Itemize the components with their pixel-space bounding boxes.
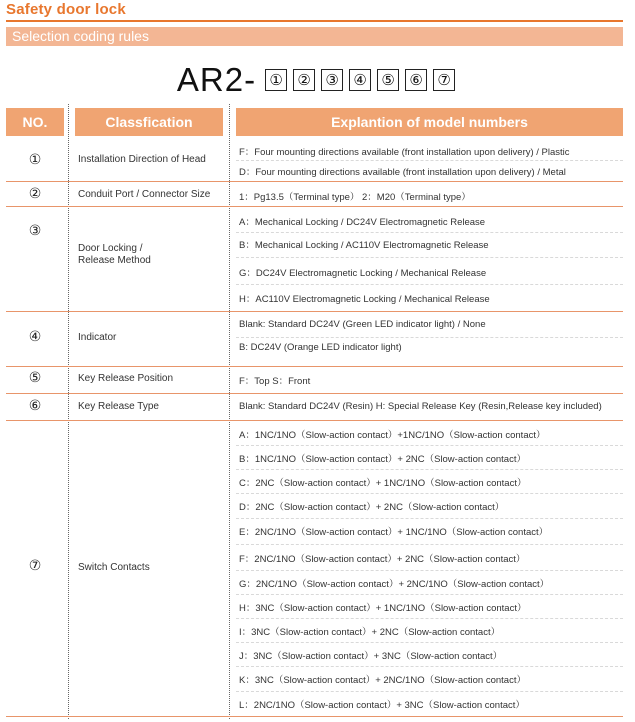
explanation-line: G：2NC/1NO（Slow-action contact）+ 2NC/1NO（Slow-action contact） <box>239 579 550 590</box>
code-position-box: ③ <box>321 69 343 91</box>
title-divider <box>6 20 623 22</box>
explanation-divider <box>236 642 623 643</box>
page-title: Safety door lock <box>6 1 126 18</box>
row-classification: Key Release Type <box>78 401 159 412</box>
explanation-divider <box>236 493 623 494</box>
explanation-line: H：3NC（Slow-action contact）+ 1NC/1NO（Slow-action contact） <box>239 603 527 614</box>
row-divider <box>6 420 623 421</box>
explanation-line: F：Top S：Front <box>239 376 311 387</box>
explanation-divider <box>236 594 623 595</box>
column-header-explanation: Explantion of model numbers <box>236 108 623 136</box>
explanation-line: D：2NC（Slow-action contact）+ 2NC（Slow-action contact） <box>239 502 505 513</box>
explanation-line: B：1NC/1NO（Slow-action contact）+ 2NC（Slow-action contact） <box>239 454 526 465</box>
explanation-line: I：3NC（Slow-action contact）+ 2NC（Slow-action contact） <box>239 627 501 638</box>
row-number: ① <box>28 151 42 167</box>
explanation-divider <box>236 445 623 446</box>
explanation-line: K：3NC（Slow-action contact）+ 2NC/1NO（Slow-action contact） <box>239 675 526 686</box>
row-classification: Conduit Port / Connector Size <box>78 189 211 200</box>
explanation-divider <box>236 544 623 545</box>
explanation-line: Blank: Standard DC24V (Green LED indicator light) / None <box>239 319 486 330</box>
code-position-box: ⑤ <box>377 69 399 91</box>
explanation-line: F：2NC/1NO（Slow-action contact）+ 2NC（Slow-action contact） <box>239 554 526 565</box>
column-divider <box>68 104 69 719</box>
explanation-line: A：1NC/1NO（Slow-action contact）+1NC/1NO（Slow-action contact） <box>239 430 546 441</box>
explanation-divider <box>236 284 623 285</box>
code-position-box: ② <box>293 69 315 91</box>
row-classification: Installation Direction of Head <box>78 154 206 165</box>
code-position-box: ⑥ <box>405 69 427 91</box>
row-divider <box>6 393 623 394</box>
row-number: ③ <box>28 222 42 238</box>
explanation-divider <box>236 232 623 233</box>
explanation-line: J：3NC（Slow-action contact）+ 3NC（Slow-action contact） <box>239 651 503 662</box>
row-divider <box>6 181 623 182</box>
model-code <box>0 60 635 100</box>
row-divider <box>6 716 623 717</box>
explanation-divider <box>236 666 623 667</box>
row-classification: Switch Contacts <box>78 562 150 573</box>
explanation-line: G：DC24V Electromagnetic Locking / Mechanical Release <box>239 268 487 279</box>
row-number: ⑥ <box>28 397 42 413</box>
explanation-line: 1：Pg13.5（Terminal type） 2：M20（Terminal type） <box>239 192 471 203</box>
row-classification: Key Release Position <box>78 373 174 384</box>
explanation-line: H：AC110V Electromagnetic Locking / Mechanical Release <box>239 294 490 305</box>
explanation-divider <box>236 160 623 161</box>
row-divider <box>6 206 623 207</box>
column-header-no: NO. <box>6 108 64 136</box>
row-divider <box>6 311 623 312</box>
row-classification: Door Locking / Release Method <box>78 243 151 266</box>
row-divider <box>6 366 623 367</box>
explanation-divider <box>236 570 623 571</box>
explanation-line: A：Mechanical Locking / DC24V Electromagnetic Release <box>239 217 486 228</box>
explanation-line: B：Mechanical Locking / AC110V Electromagnetic Release <box>239 240 489 251</box>
row-number: ⑤ <box>28 369 42 385</box>
explanation-line: B: DC24V (Orange LED indicator light) <box>239 342 402 353</box>
row-classification: Indicator <box>78 332 117 343</box>
section-heading: Selection coding rules <box>6 27 623 46</box>
row-number: ④ <box>28 328 42 344</box>
column-divider <box>229 104 230 719</box>
explanation-divider <box>236 618 623 619</box>
explanation-line: L：2NC/1NO（Slow-action contact）+ 3NC（Slow-action contact） <box>239 700 525 711</box>
code-position-box: ⑦ <box>433 69 455 91</box>
explanation-divider <box>236 469 623 470</box>
code-position-box: ① <box>265 69 287 91</box>
explanation-divider <box>236 518 623 519</box>
explanation-divider <box>236 257 623 258</box>
code-position-box: ④ <box>349 69 371 91</box>
explanation-line: Blank: Standard DC24V (Resin) H: Special Release Key (Resin,Release key included) <box>239 401 602 412</box>
column-header-classification: Classfication <box>75 108 223 136</box>
explanation-line: E：2NC/1NO（Slow-action contact）+ 1NC/1NO（Slow-action contact） <box>239 527 549 538</box>
explanation-line: F：Four mounting directions available (front installation upon delivery) / Plastic <box>239 147 570 158</box>
row-number: ⑦ <box>28 557 42 573</box>
model-prefix: AR2- <box>176 61 257 98</box>
explanation-divider <box>236 691 623 692</box>
row-number: ② <box>28 185 42 201</box>
explanation-line: C：2NC（Slow-action contact）+ 1NC/1NO（Slow-action contact） <box>239 478 527 489</box>
explanation-line: D：Four mounting directions available (front installation upon delivery) / Metal <box>239 167 566 178</box>
explanation-divider <box>236 337 623 338</box>
